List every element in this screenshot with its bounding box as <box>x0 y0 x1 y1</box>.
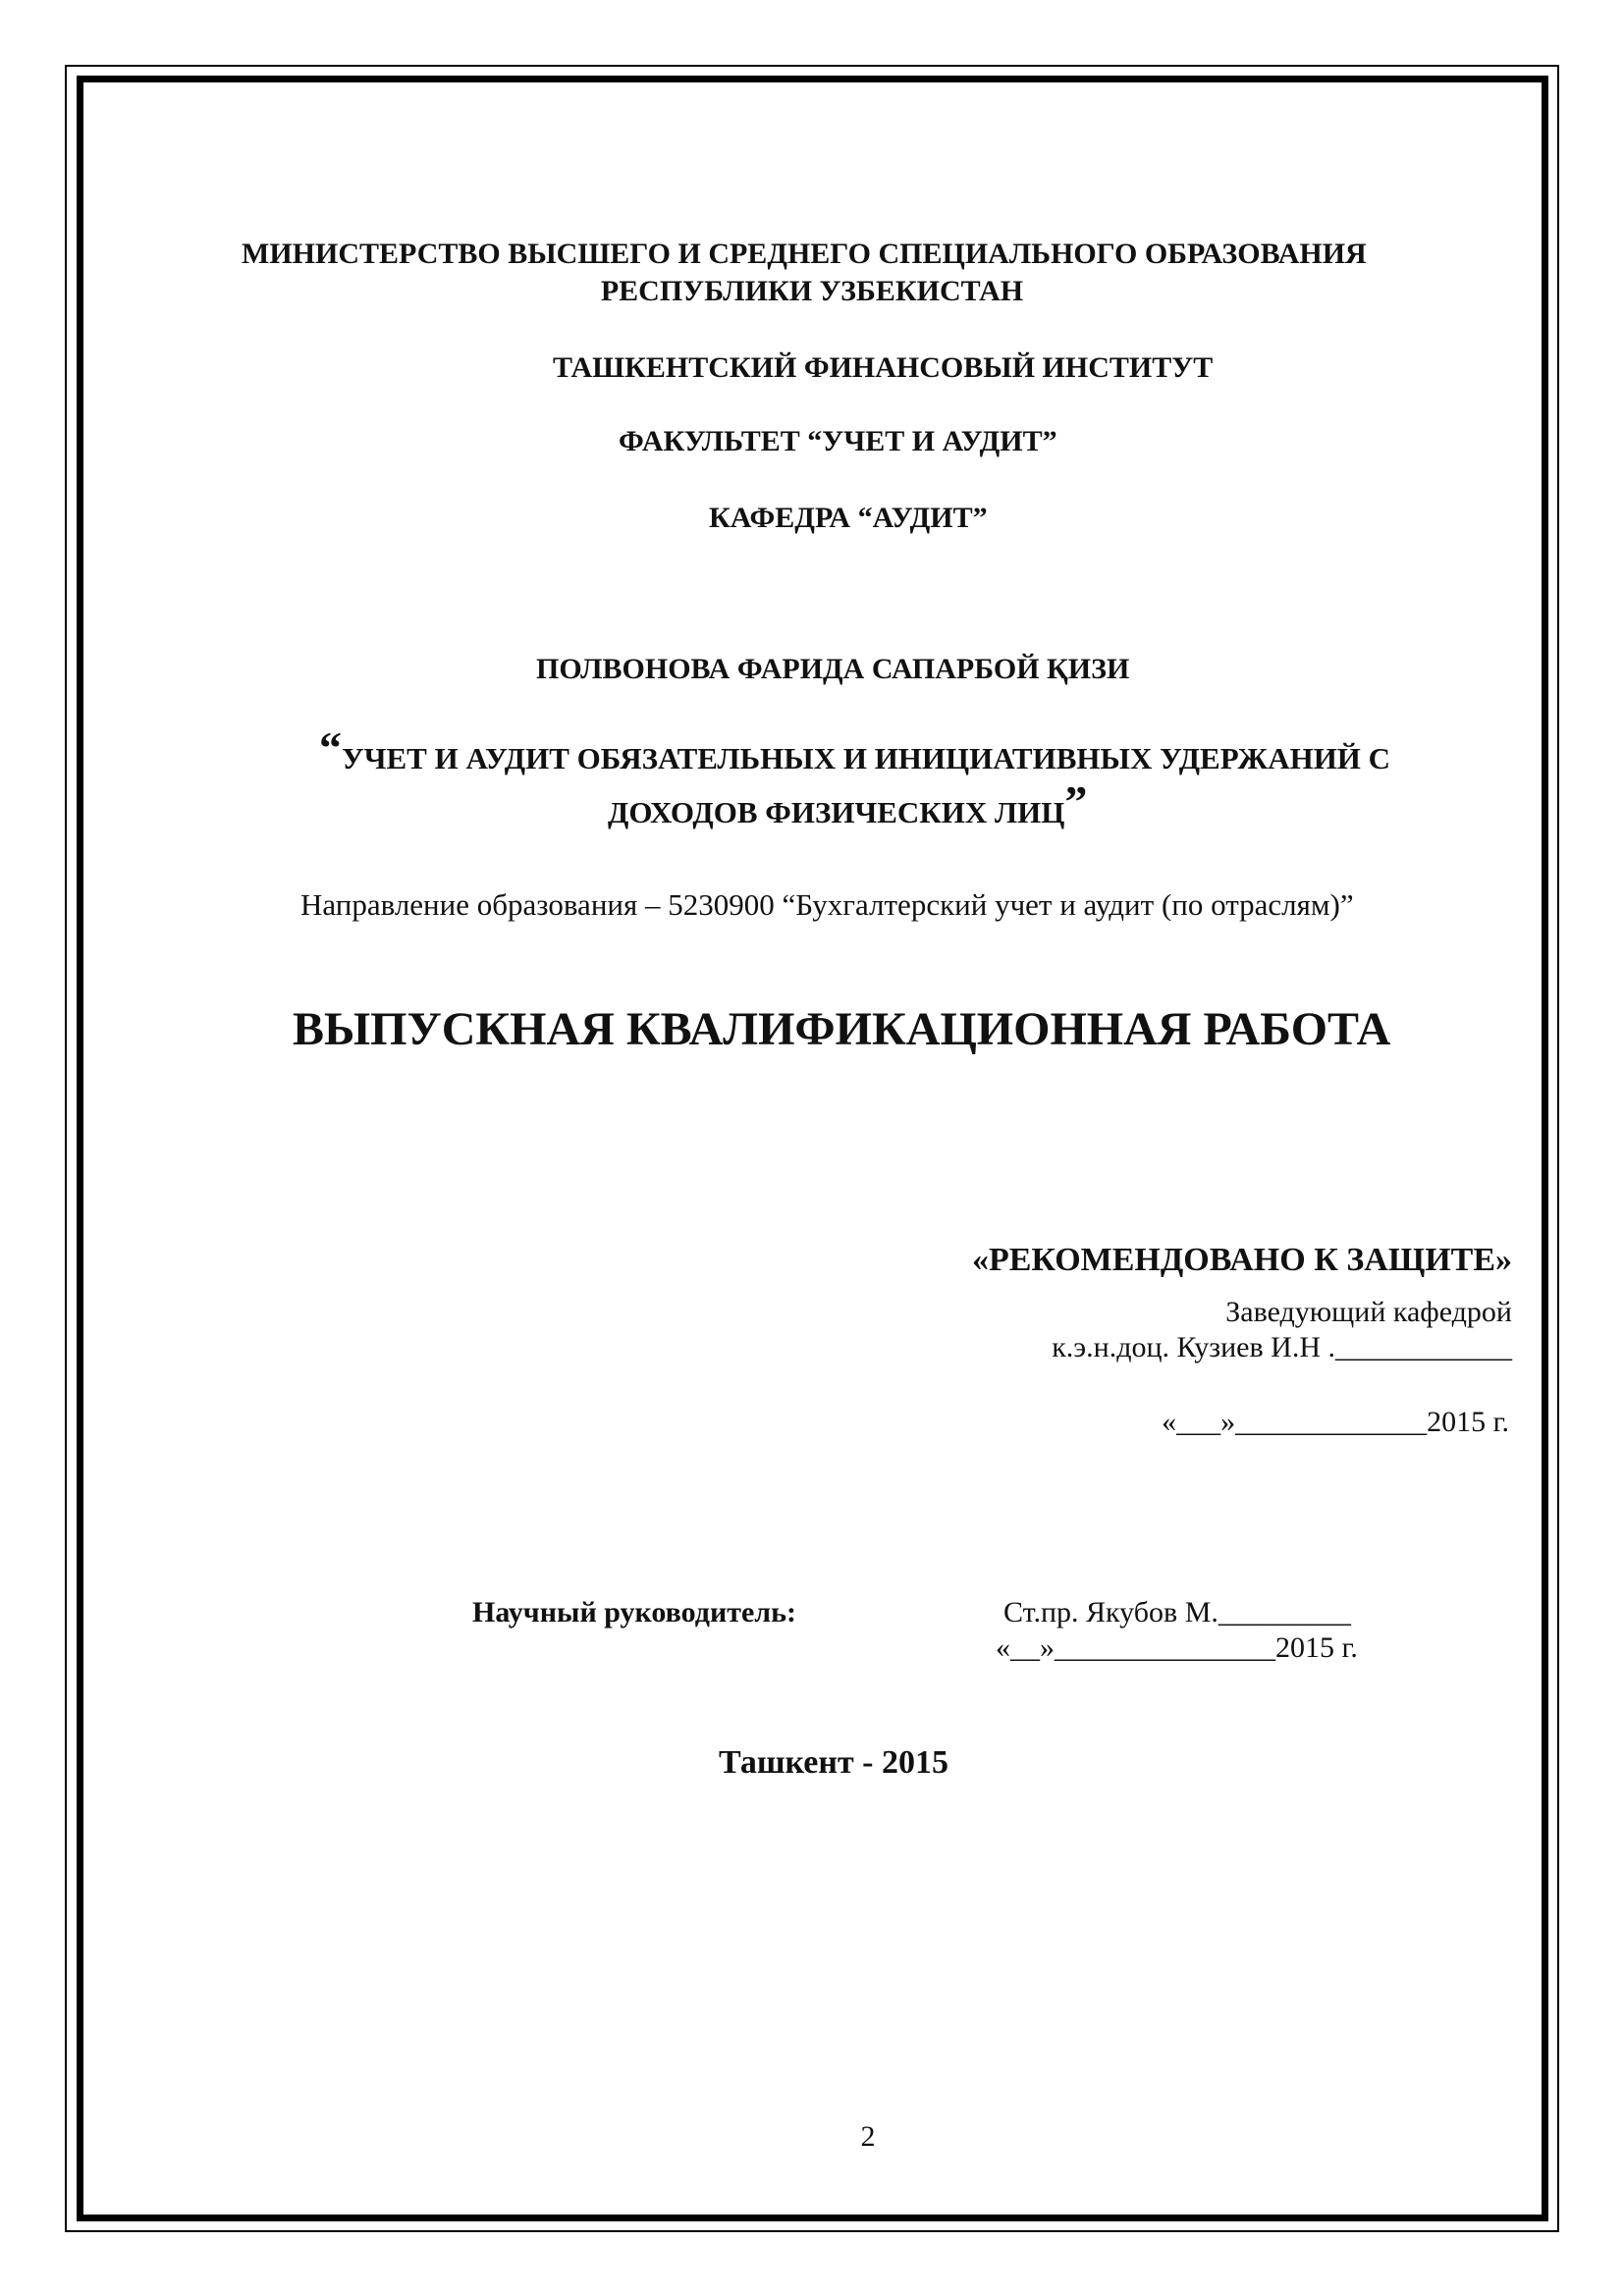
recommended-heading: «РЕКОМЕНДОВАНО К ЗАЩИТЕ» <box>971 1242 1512 1278</box>
topic-open-quote: “ <box>319 722 342 773</box>
topic-close-quote: ” <box>1064 776 1088 827</box>
head-of-department-position: Заведующий кафедрой <box>1225 1296 1512 1328</box>
city-year: Ташкент - 2015 <box>719 1744 948 1781</box>
thesis-topic-line-1 <box>319 722 1391 775</box>
ministry-line-1: МИНИСТЕРСТВО ВЫСШЕГО И СРЕДНЕГО СПЕЦИАЛЬНОГО ОБРАЗОВАНИЯ <box>242 238 1367 270</box>
thesis-topic-text-1: УЧЕТ И АУДИТ ОБЯЗАТЕЛЬНЫХ И ИНИЦИАТИВНЫХ УДЕРЖАНИЙ С <box>342 741 1391 775</box>
thesis-topic-line-2 <box>608 776 1088 829</box>
supervisor-date: «__»_______________2015 г. <box>996 1631 1358 1664</box>
education-direction: Направление образования – 5230900 “Бухгалтерский учет и аудит (по отраслям)” <box>300 887 1354 922</box>
work-title: ВЫПУСКНАЯ КВАЛИФИКАЦИОННАЯ РАБОТА <box>293 1003 1391 1055</box>
department-name: КАФЕДРА “АУДИТ” <box>709 502 988 534</box>
head-of-department-name: к.э.н.доц. Кузиев И.Н .____________ <box>1052 1331 1512 1363</box>
page-border-inner <box>77 76 1548 2221</box>
approval-date: «___»_____________2015 г. <box>1162 1406 1509 1438</box>
ministry-line-2: РЕСПУБЛИКИ УЗБЕКИСТАН <box>600 275 1024 307</box>
supervisor-label: Научный руководитель: <box>472 1596 796 1629</box>
supervisor-name: Ст.пр. Якубов М._________ <box>1003 1596 1351 1629</box>
thesis-topic-text-2: ДОХОДОВ ФИЗИЧЕСКИХ ЛИЦ <box>608 795 1065 829</box>
faculty-name: ФАКУЛЬТЕТ “УЧЕТ И АУДИТ” <box>619 425 1057 457</box>
page-number: 2 <box>860 2120 876 2153</box>
author-name: ПОЛВОНОВА ФАРИДА САПАРБОЙ ҚИЗИ <box>536 653 1130 685</box>
institute-name: ТАШКЕНТСКИЙ ФИНАНСОВЫЙ ИНСТИТУТ <box>553 351 1214 384</box>
